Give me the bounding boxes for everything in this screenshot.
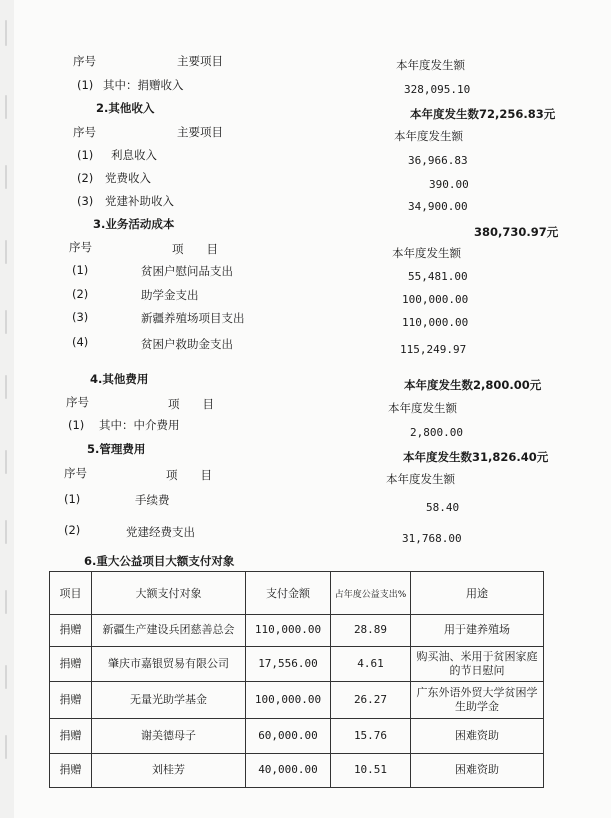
cell-project: 捐赠 bbox=[50, 754, 92, 788]
table-row bbox=[50, 682, 544, 719]
table-row bbox=[50, 719, 544, 754]
punch-mark bbox=[5, 735, 7, 759]
punch-mark bbox=[5, 240, 7, 264]
cell-project: 捐赠 bbox=[50, 615, 92, 647]
s1-col-amount: 本年度发生额 bbox=[396, 58, 465, 72]
punch-mark bbox=[5, 520, 7, 544]
s3-row2-seq: (2) bbox=[72, 287, 89, 301]
cell-amount: 60,000.00 bbox=[246, 719, 331, 754]
s2-col-amount: 本年度发生额 bbox=[394, 129, 463, 143]
s5-row2-amount: 31,768.00 bbox=[402, 532, 462, 545]
s3-col-seq: 序号 bbox=[69, 240, 92, 254]
cell-percent: 28.89 bbox=[331, 615, 411, 647]
cell-amount: 40,000.00 bbox=[246, 754, 331, 788]
s2-total: 本年度发生数72,256.83元 bbox=[410, 107, 556, 121]
s2-row1-seq: (1) bbox=[77, 148, 94, 162]
s4-col-seq: 序号 bbox=[66, 395, 89, 409]
s5-title: 5.管理费用 bbox=[87, 442, 146, 456]
s3-row1-amount: 55,481.00 bbox=[408, 270, 468, 283]
s5-row2-item: 党建经费支出 bbox=[126, 525, 195, 539]
s3-row4-item: 贫困户救助金支出 bbox=[141, 337, 233, 351]
s1-col-item: 主要项目 bbox=[177, 54, 223, 68]
punch-mark bbox=[5, 375, 7, 399]
s4-row-item: 其中：中介费用 bbox=[99, 418, 180, 432]
s5-row1-item: 手续费 bbox=[135, 493, 170, 507]
cell-project: 捐赠 bbox=[50, 647, 92, 682]
s2-row2-amount: 390.00 bbox=[429, 178, 469, 191]
s2-row3-amount: 34,900.00 bbox=[408, 200, 468, 213]
table-row bbox=[50, 647, 544, 682]
large-payment-table bbox=[49, 571, 544, 788]
punch-mark bbox=[5, 450, 7, 474]
punch-mark bbox=[5, 665, 7, 689]
cell-amount: 17,556.00 bbox=[246, 647, 331, 682]
cell-project: 捐赠 bbox=[50, 719, 92, 754]
punch-mark bbox=[5, 20, 7, 46]
col-header-project: 项目 bbox=[50, 572, 92, 615]
s4-col-amount: 本年度发生额 bbox=[388, 401, 457, 415]
s2-col-item: 主要项目 bbox=[177, 125, 223, 139]
s3-col-item: 项 目 bbox=[172, 242, 218, 256]
s4-row-amount: 2,800.00 bbox=[410, 426, 463, 439]
cell-amount: 110,000.00 bbox=[246, 615, 331, 647]
cell-recipient: 谢美德母子 bbox=[92, 719, 246, 754]
s2-col-seq: 序号 bbox=[73, 125, 96, 139]
s1-row-seq: (1) bbox=[77, 78, 94, 92]
s3-total: 380,730.97元 bbox=[474, 225, 559, 239]
s5-col-item: 项 目 bbox=[166, 468, 212, 482]
s3-row3-item: 新疆养殖场项目支出 bbox=[141, 311, 245, 325]
col-header-purpose: 用途 bbox=[411, 572, 544, 615]
s2-row1-amount: 36,966.83 bbox=[408, 154, 468, 167]
punch-mark bbox=[5, 590, 7, 614]
s4-col-item: 项 目 bbox=[168, 397, 214, 411]
table-row bbox=[50, 754, 544, 788]
cell-purpose: 困难资助 bbox=[411, 754, 544, 788]
s5-row1-seq: (1) bbox=[64, 492, 81, 506]
cell-percent: 10.51 bbox=[331, 754, 411, 788]
col-header-amount: 支付金额 bbox=[246, 572, 331, 615]
binding-edge bbox=[0, 0, 14, 818]
punch-mark bbox=[5, 95, 7, 119]
table-header-row bbox=[50, 572, 544, 615]
s3-row2-amount: 100,000.00 bbox=[402, 293, 469, 306]
punch-mark bbox=[5, 310, 7, 334]
cell-purpose: 购买油、米用于贫困家庭的节日慰问 bbox=[411, 647, 544, 682]
cell-percent: 26.27 bbox=[331, 682, 411, 719]
s5-col-seq: 序号 bbox=[64, 466, 87, 480]
punch-mark bbox=[5, 165, 7, 189]
cell-purpose: 用于建养殖场 bbox=[411, 615, 544, 647]
cell-purpose: 广东外语外贸大学贫困学生助学金 bbox=[411, 682, 544, 719]
cell-recipient: 刘桂芳 bbox=[92, 754, 246, 788]
s1-col-seq: 序号 bbox=[73, 54, 96, 68]
s5-row2-seq: (2) bbox=[64, 523, 81, 537]
s2-row2-item: 党费收入 bbox=[105, 171, 151, 185]
cell-recipient: 新疆生产建设兵团慈善总会 bbox=[92, 615, 246, 647]
s5-row1-amount: 58.40 bbox=[426, 501, 460, 514]
table-row bbox=[50, 615, 544, 647]
s3-row3-amount: 110,000.00 bbox=[402, 316, 469, 329]
s6-title: 6.重大公益项目大额支付对象 bbox=[84, 554, 235, 568]
cell-percent: 4.61 bbox=[331, 647, 411, 682]
s1-row-amount: 328,095.10 bbox=[404, 83, 471, 96]
s4-total: 本年度发生数2,800.00元 bbox=[404, 378, 542, 392]
s3-row4-seq: (4) bbox=[72, 335, 89, 349]
cell-purpose: 困难资助 bbox=[411, 719, 544, 754]
s3-row2-item: 助学金支出 bbox=[141, 288, 199, 302]
s3-col-amount: 本年度发生额 bbox=[392, 246, 461, 260]
s3-row1-item: 贫困户慰问品支出 bbox=[141, 264, 233, 278]
s4-title: 4.其他费用 bbox=[90, 372, 149, 386]
s2-row3-seq: (3) bbox=[77, 194, 94, 208]
cell-percent: 15.76 bbox=[331, 719, 411, 754]
s2-title: 2.其他收入 bbox=[96, 101, 155, 115]
s2-row2-seq: (2) bbox=[77, 171, 94, 185]
s1-row-item: 其中：捐赠收入 bbox=[103, 78, 184, 92]
s3-row1-seq: (1) bbox=[72, 263, 89, 277]
s2-row1-item: 利息收入 bbox=[111, 148, 157, 162]
col-header-percent: 占年度公益支出% bbox=[331, 572, 411, 615]
cell-amount: 100,000.00 bbox=[246, 682, 331, 719]
s3-row4-amount: 115,249.97 bbox=[400, 343, 467, 356]
col-header-recipient: 大额支付对象 bbox=[92, 572, 246, 615]
s5-col-amount: 本年度发生额 bbox=[386, 472, 455, 486]
s5-total: 本年度发生数31,826.40元 bbox=[403, 450, 549, 464]
cell-recipient: 无量光助学基金 bbox=[92, 682, 246, 719]
cell-recipient: 肇庆市嘉银贸易有限公司 bbox=[92, 647, 246, 682]
s2-row3-item: 党建补助收入 bbox=[105, 194, 174, 208]
s3-title: 3.业务活动成本 bbox=[93, 217, 175, 231]
cell-project: 捐赠 bbox=[50, 682, 92, 719]
s4-row-seq: (1) bbox=[68, 418, 85, 432]
s3-row3-seq: (3) bbox=[72, 310, 89, 324]
